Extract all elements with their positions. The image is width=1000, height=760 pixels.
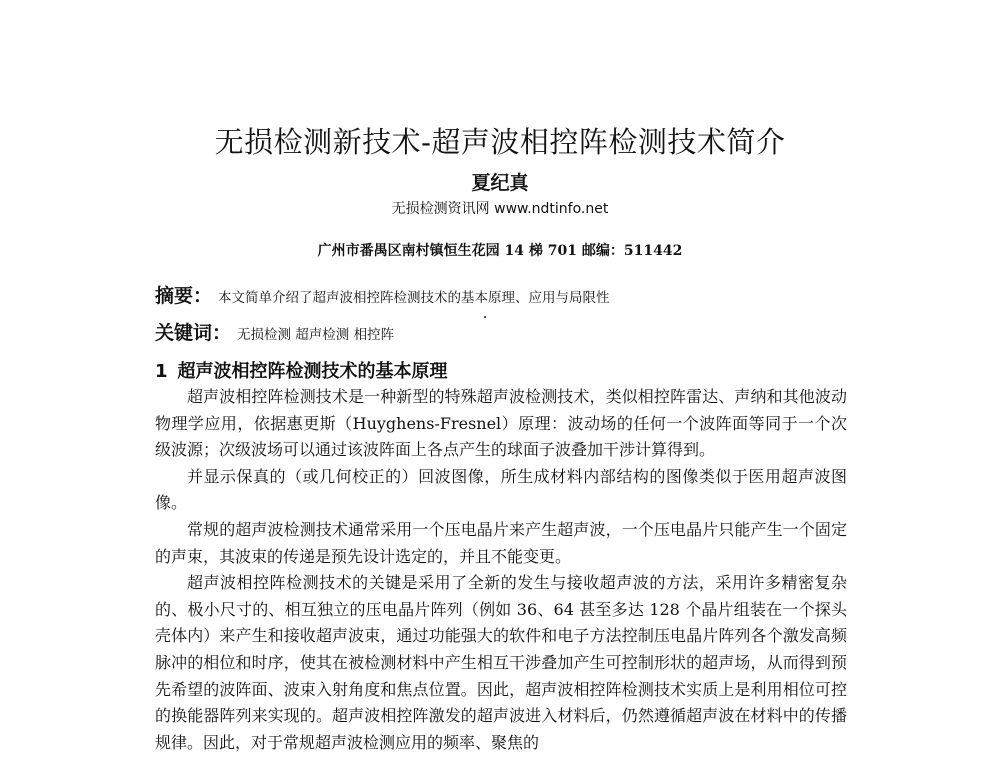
section-title: 超声波相控阵检测技术的基本原理 (177, 361, 448, 382)
section-body (155, 384, 847, 756)
abstract (155, 281, 610, 308)
section-number: 1 (155, 361, 168, 382)
paper-title: 无损检测新技术-超声波相控阵检测技术简介 (214, 125, 786, 159)
author-name: 夏纪真 (471, 172, 529, 194)
postal-address: 广州市番禺区南村镇恒生花园 14 梯 701 邮编：511442 (317, 243, 683, 259)
paragraph: 超声波相控阵检测技术的关键是采用了全新的发生与接收超声波的方法，采用许多精密复杂的、极小尺寸的、相互独立的压电晶片阵列（例如 36、64 甚至多达 128 个晶片组装在一个探头壳体内）来产生和接收超声波束，通过功能强大的软件和电子方法控制压电晶片阵列各个激发高频脉冲的相位和时序，使其在被检测材料中产生相互干涉叠加产生可控制形状的超声场，从而得到预先希望的波阵面、波束入射角度和焦点位置。因此，超声波相控阵检测技术实质上是利用相位可控的换能器阵列来实现的。超声波相控阵激发的超声波进入材料后，仍然遵循超声波在材料中的传播规律。因此，对于常规超声波检测应用的频率、聚焦的 (155, 573, 847, 752)
paragraph: 超声波相控阵检测技术是一种新型的特殊超声波检测技术，类似相控阵雷达、声纳和其他波动物理学应用，依据惠更斯（Huyghens-Fresnel）原理：波动场的任何一个波阵面等同于一个次级波源；次级波场可以通过该波阵面上各点产生的球面子波叠加干涉计算得到。 (155, 387, 847, 460)
section-heading (155, 357, 448, 383)
paragraph: 并显示保真的（或几何校正的）回波图像，所生成材料内部结构的图像类似于医用超声波图像。 (155, 466, 847, 513)
keywords-text: 无损检测 超声检测 相控阵 (237, 327, 395, 343)
paragraph: 常规的超声波检测技术通常采用一个压电晶片来产生超声波，一个压电晶片只能产生一个固定的声束，其波束的传递是预先设计选定的，并且不能变更。 (155, 519, 847, 566)
affiliation-org: 无损检测资讯网 (391, 201, 490, 217)
scan-speck (484, 316, 486, 318)
abstract-text: 本文简单介绍了超声波相控阵检测技术的基本原理、应用与局限性 (218, 290, 610, 306)
affiliation-url: www.ndtinfo.net (494, 201, 609, 217)
keywords (155, 318, 394, 345)
keywords-label: 关键词： (155, 322, 232, 344)
affiliation (0, 198, 1000, 218)
abstract-label: 摘要： (155, 285, 213, 307)
